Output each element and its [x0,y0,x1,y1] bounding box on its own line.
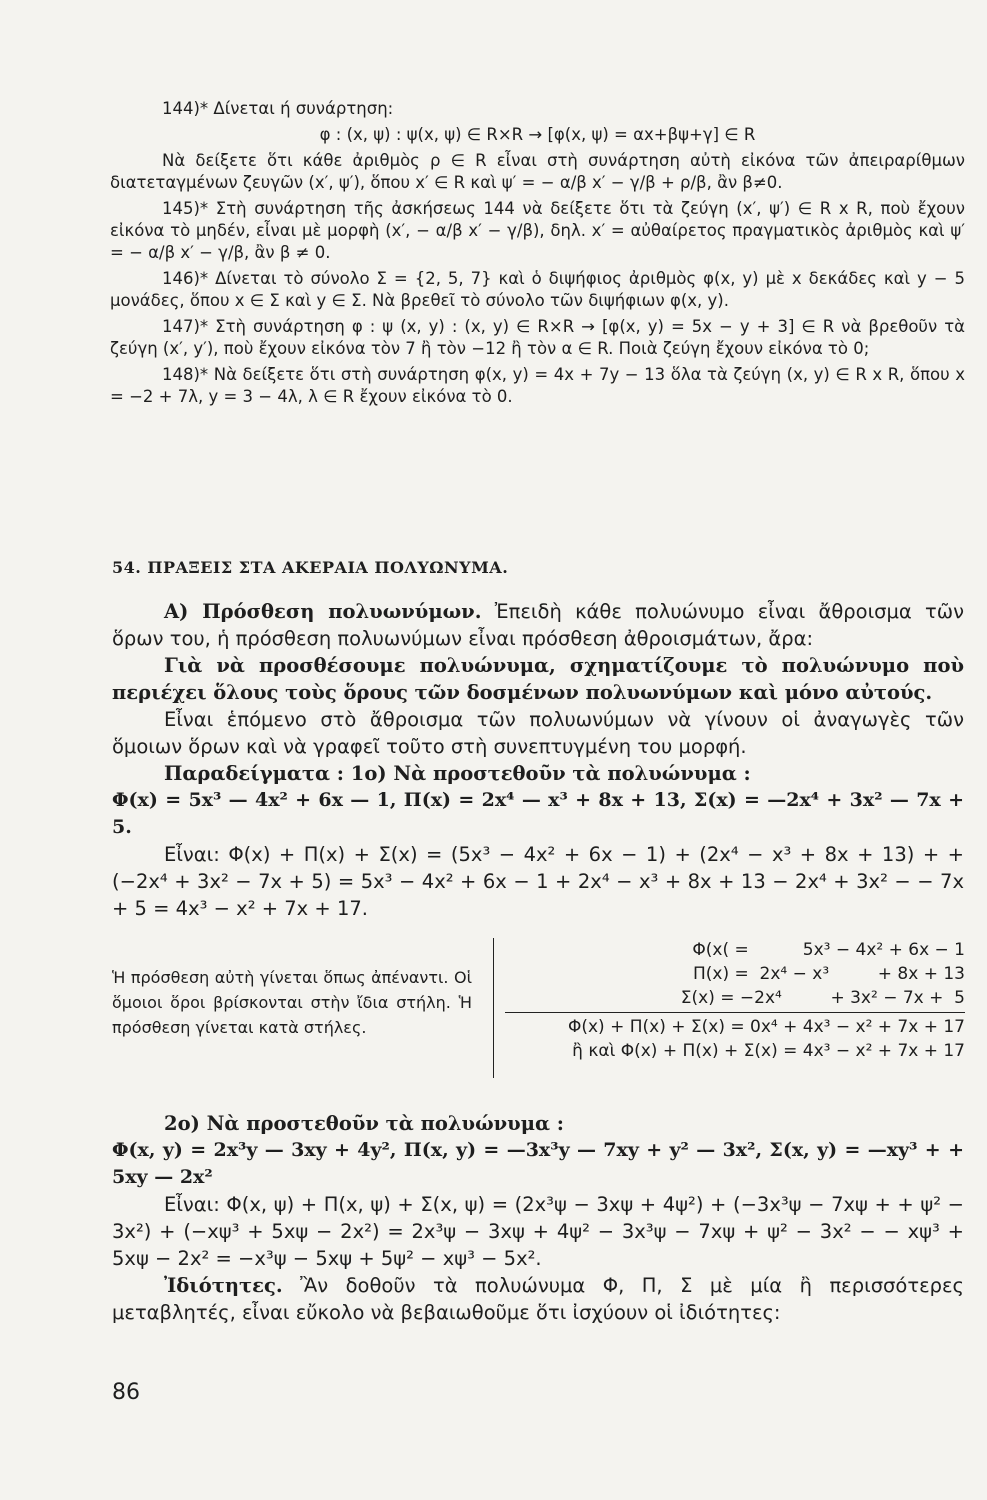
example-2-polynomials: Φ(x, y) = 2x³y — 3xy + 4y², Π(x, y) = —3x³y — 7xy + y² — 3x², Σ(x, y) = —xy³ + + 5xy — 2x² [112,1139,964,1188]
table-divider [493,938,494,1078]
example-1-title: Παραδείγματα : 1ο) Νὰ προστεθοῦν τὰ πολυώνυμα : [164,762,751,785]
properties-title: Ἰδιότητες. [164,1274,283,1297]
table-row-phi: Φ(x( = 5x³ − 4x² + 6x − 1 [692,940,965,960]
addition-title: Α) Πρόσθεση πολυωνύμων. [164,600,482,623]
addition-intro [112,598,964,922]
table-row-pi: Π(x) = 2x⁴ − x³ + 8x + 13 [692,964,965,984]
exercise-145: 145)* Στὴ συνάρτηση τῆς ἀσκήσεως 144 νὰ δείξετε ὅτι τὰ ζεύγη (x′, ψ′) ∈ R x R, ποὺ ἔχουν εἰκόνα τὸ μηδέν, εἶναι μὲ μορφὴ (x′, − α/β x′ − γ/β), δηλ. x′ = αὐθαίρετος πραγματικὸς ἀριθμὸς καὶ ψ′ = − α/β x′ − γ/β, ἂν β ≠ 0. [110,199,965,262]
exercise-146: 146)* Δίνεται τὸ σύνολο Σ = {2, 5, 7} καὶ ὁ διψήφιος ἀριθμὸς φ(x, y) μὲ x δεκάδες καὶ y − 5 μονάδες, ὅπου x ∈ Σ καὶ y ∈ Σ. Νὰ βρεθεῖ τὸ σύνολο τῶν διψήφιων φ(x, y). [110,269,965,310]
addition-text: Ἐπειδὴ κάθε πολυώνυμο εἶναι ἄθροισμα τῶν ὅρων του, ἡ πρόσθεση πολυωνύμων εἶναι πρόσθεση ἀθροισμάτων, ἄρα: [112,600,965,650]
exercise-144-formula: φ : (x, ψ) : ψ(x, ψ) ∈ R×R → [φ(x, ψ) = αx+βψ+γ] ∈ R [319,125,756,144]
sum-rule-line [505,1012,965,1013]
example-2-block [112,1110,964,1326]
example-2-title: 2ο) Νὰ προστεθοῦν τὰ πολυώνυμα : [164,1112,564,1135]
section-heading: 54. ΠΡΑΞΕΙΣ ΣΤΑ ΑΚΕΡΑΙΑ ΠΟΛΥΩΝΥΜΑ. [112,558,509,577]
exercises-block [110,98,965,412]
exercise-144-text: Νὰ δείξετε ὅτι κάθε ἀριθμὸς ρ ∈ R εἶναι στὴ συνάρτηση αὐτὴ εἰκόνα τῶν ἀπειραρίθμων διατεταγμένων ζευγῶν (x′, ψ′), ὅπου x′ ∈ R καὶ ψ′ = − α/β x′ − γ/β + ρ/β, ἂν β≠0. [110,151,965,192]
after-rule-text: Εἶναι ἑπόμενο στὸ ἄθροισμα τῶν πολυωνύμων νὰ γίνουν οἱ ἀναγωγὲς τῶν ὅμοιων ὅρων καὶ νὰ γραφεῖ τοῦτο στὴ συνεπτυγμένη του μορφή. [112,708,964,758]
example-2-calculation: Εἶναι: Φ(x, ψ) + Π(x, ψ) + Σ(x, ψ) = (2x³ψ − 3xψ + 4ψ²) + (−3x³ψ − 7xψ + + ψ² − 3x²) + (−xψ³ + 5xψ − 2x²) = 2x³ψ − 3xψ + 4ψ² − 3x³ψ − 7xψ + ψ² − 3x² − − xψ³ + 5xψ − 2x² = −x³ψ − 5xψ + 5ψ² − xψ³ − 5x². [112,1193,964,1270]
properties-text: Ἂν δοθοῦν τὰ πολυώνυμα Φ, Π, Σ μὲ μία ἢ περισσότερες μεταβλητές, εἶναι εὔκολο νὰ βεβαιωθοῦμε ὅτι ἰσχύουν οἱ ἰδιότητες: [112,1274,964,1324]
table-sum-row-simplified: ἢ καὶ Φ(x) + Π(x) + Σ(x) = 4x³ − x² + 7x + 17 [572,1041,965,1061]
table-sum-row: Φ(x) + Π(x) + Σ(x) = 0x⁴ + 4x³ − x² + 7x + 17 [567,1017,965,1037]
addition-rule: Γιὰ νὰ προσθέσουμε πολυώνυμα, σχηματίζουμε τὸ πολυώνυμο ποὺ περιέχει ὅλους τοὺς ὅρους τῶν δοσμένων πολυωνύμων καὶ μόνο αὐτούς. [112,654,964,704]
example-1-calculation: Εἶναι: Φ(x) + Π(x) + Σ(x) = (5x³ − 4x² + 6x − 1) + (2x⁴ − x³ + 8x + 13) + + (−2x⁴ + 3x² − 7x + 5) = 5x³ − 4x² + 6x − 1 + 2x⁴ − x³ + 8x + 13 − 2x⁴ + 3x² − − 7x + 5 = 4x³ − x² + 7x + 17. [112,843,964,920]
exercise-147: 147)* Στὴ συνάρτηση φ : ψ (x, y) : (x, y) ∈ R×R → [φ(x, y) = 5x − y + 3] ∈ R νὰ βρεθοῦν τὰ ζεύγη (x′, y′), ποὺ ἔχουν εἰκόνα τὸν 7 ἢ τὸν −12 ἢ τὸν α ∈ R. Ποιὰ ζεύγη ἔχουν εἰκόνα τὸ 0; [110,317,965,358]
exercise-148: 148)* Νὰ δείξετε ὅτι στὴ συνάρτηση φ(x, y) = 4x + 7y − 13 ὅλα τὰ ζεύγη (x, y) ∈ R x R, ὅπου x = −2 + 7λ, y = 3 − 4λ, λ ∈ R ἔχουν εἰκόνα τὸ 0. [110,365,965,406]
exercise-144-intro: 144)* Δίνεται ή συνάρτηση: [162,99,394,118]
column-addition-table [505,938,965,1063]
table-row-sigma: Σ(x) = −2x⁴ + 3x² − 7x + 5 [680,988,965,1008]
column-addition-note: Ἡ πρόσθεση αὐτὴ γίνεται ὅπως ἀπέναντι. Οἱ ὅμοιοι ὅροι βρίσκονται στὴν ἴδια στήλη. Ἡ πρόσθεση γίνεται κατὰ στήλες. [112,968,472,1037]
page-number: 86 [112,1380,140,1405]
example-1-polynomials: Φ(x) = 5x³ — 4x² + 6x — 1, Π(x) = 2x⁴ — x³ + 8x + 13, Σ(x) = —2x⁴ + 3x² — 7x + 5. [112,789,964,838]
